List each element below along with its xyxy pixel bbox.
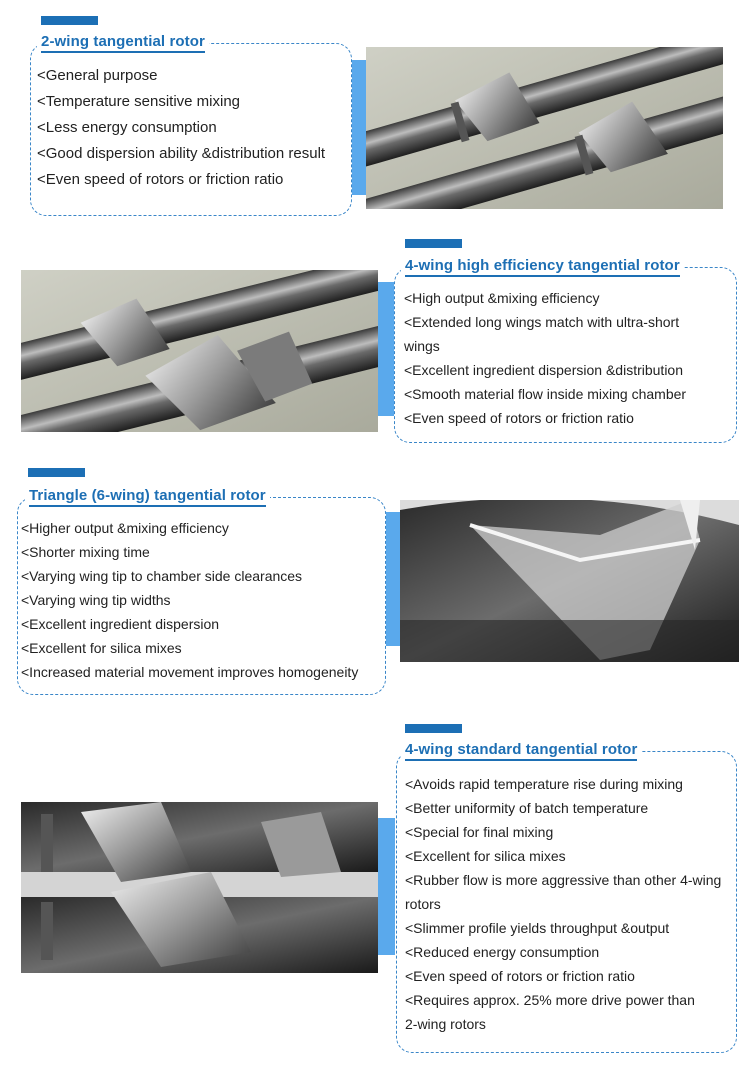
section-4-title-underline bbox=[405, 759, 637, 761]
list-item: <Extended long wings match with ultra-short bbox=[404, 314, 680, 330]
list-item: <Even speed of rotors or friction ratio bbox=[405, 968, 635, 984]
section-2-side-bar bbox=[378, 282, 394, 416]
list-item: <Excellent for silica mixes bbox=[405, 848, 566, 864]
section-1-title bbox=[37, 33, 209, 53]
section-3-list bbox=[21, 516, 358, 684]
section-1-title-text: 2-wing tangential rotor bbox=[41, 33, 205, 50]
list-item: <Excellent ingredient dispersion &distribution bbox=[404, 362, 683, 378]
list-item: <Temperature sensitive mixing bbox=[37, 93, 241, 110]
list-item: 2-wing rotors bbox=[405, 1016, 486, 1032]
list-item: <High output &mixing efficiency bbox=[404, 290, 600, 306]
list-item: <Smooth material flow inside mixing chamber bbox=[404, 386, 687, 402]
section-3-rotor-photo bbox=[400, 500, 739, 662]
section-1-accent bbox=[41, 16, 98, 25]
list-item: <Increased material movement improves homogeneity bbox=[21, 664, 359, 680]
section-2-accent bbox=[405, 239, 462, 248]
list-item: <Excellent ingredient dispersion bbox=[21, 616, 220, 632]
section-2-title-underline bbox=[405, 275, 680, 277]
list-item: <Varying wing tip to chamber side clearances bbox=[21, 568, 303, 584]
list-item: <Slimmer profile yields throughput &output bbox=[405, 920, 670, 936]
list-item: <Varying wing tip widths bbox=[21, 592, 171, 608]
section-4-side-bar bbox=[378, 818, 395, 955]
list-item: rotors bbox=[405, 896, 441, 912]
list-item: <Shorter mixing time bbox=[21, 544, 150, 560]
section-2-title bbox=[401, 257, 684, 277]
section-3-title-underline bbox=[29, 505, 266, 507]
list-item: <Requires approx. 25% more drive power than bbox=[405, 992, 695, 1008]
list-item: <Less energy consumption bbox=[37, 119, 217, 136]
section-1-side-bar bbox=[352, 60, 366, 195]
section-4-title-text: 4-wing standard tangential rotor bbox=[405, 741, 638, 758]
list-item: wings bbox=[404, 338, 440, 354]
section-2-rotor-photo bbox=[21, 270, 378, 432]
list-item: <Higher output &mixing efficiency bbox=[21, 520, 229, 536]
section-3-side-bar bbox=[386, 512, 400, 646]
section-4-accent bbox=[405, 724, 462, 733]
list-item: <Better uniformity of batch temperature bbox=[405, 800, 649, 816]
list-item: <Excellent for silica mixes bbox=[21, 640, 182, 656]
section-4-list bbox=[405, 772, 721, 1036]
list-item: <Even speed of rotors or friction ratio bbox=[37, 171, 284, 188]
section-2-list bbox=[404, 286, 686, 430]
list-item: <Even speed of rotors or friction ratio bbox=[404, 410, 634, 426]
section-4-rotor-photo bbox=[21, 802, 378, 973]
section-1-rotor-photo bbox=[366, 47, 723, 209]
list-item: <Avoids rapid temperature rise during mixing bbox=[405, 776, 683, 792]
list-item: <Special for final mixing bbox=[405, 824, 554, 840]
list-item: <Good dispersion ability &distribution result bbox=[37, 145, 326, 162]
section-4-title bbox=[401, 741, 641, 761]
section-2-title-text: 4-wing high efficiency tangential rotor bbox=[405, 257, 680, 274]
list-item: <Reduced energy consumption bbox=[405, 944, 600, 960]
section-1-list bbox=[37, 63, 325, 193]
list-item: <Rubber flow is more aggressive than other 4-wing bbox=[405, 872, 722, 888]
section-1-title-underline bbox=[41, 51, 205, 53]
section-3-accent bbox=[28, 468, 85, 477]
section-3-title-text: Triangle (6-wing) tangential rotor bbox=[29, 487, 266, 504]
list-item: <General purpose bbox=[37, 67, 158, 84]
section-3-title bbox=[25, 487, 270, 507]
